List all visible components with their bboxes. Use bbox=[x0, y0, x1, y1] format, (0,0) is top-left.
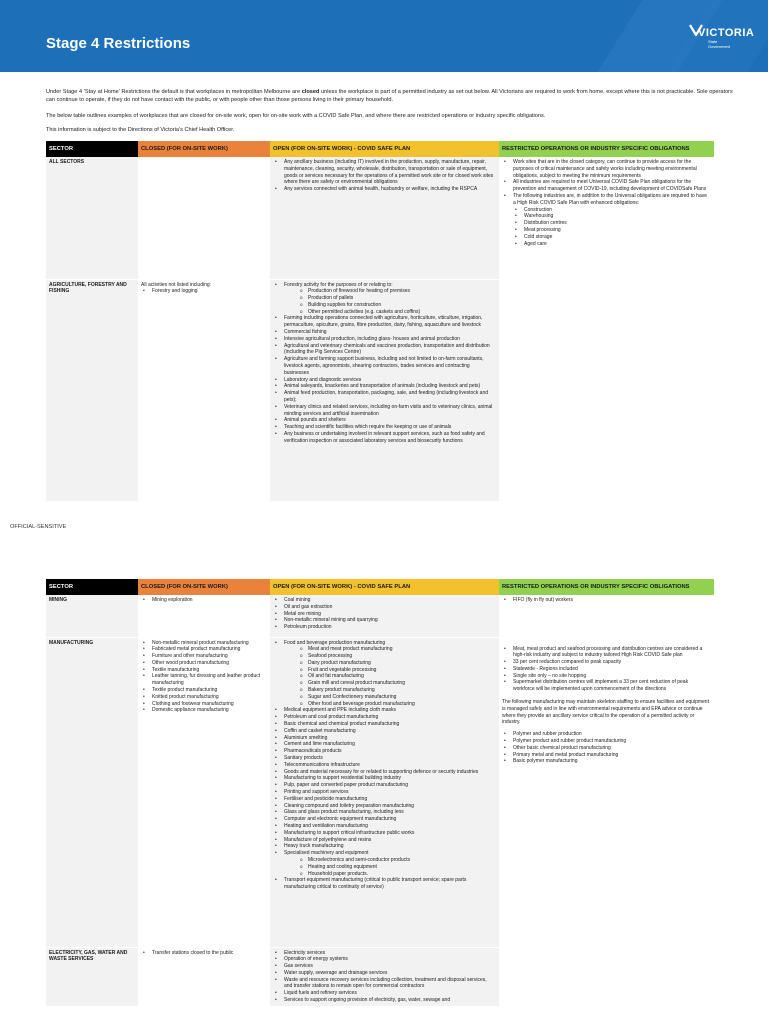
page-title: Stage 4 Restrictions bbox=[46, 35, 191, 52]
list-item: • Cold storage bbox=[513, 234, 711, 241]
sub-list-item: o Dairy product manufacturing bbox=[284, 660, 496, 667]
table-row-manufacturing bbox=[46, 637, 714, 947]
restricted-cell bbox=[499, 279, 714, 501]
list-item: • Distribution centres bbox=[513, 220, 711, 227]
list-item: • Meat, meat product and seafood processing and distribution centres are considered a high-risk industry and subject to industry tailored High Risk COVID Safe plan bbox=[502, 646, 711, 660]
sector-name: ELECTRICITY, GAS, WATER AND WASTE SERVICES bbox=[46, 947, 138, 1006]
list-item: • Mining exploration bbox=[141, 597, 267, 604]
table-row-agriculture bbox=[46, 279, 714, 501]
list-item: • Polymer and rubber production bbox=[502, 731, 711, 738]
header-open: OPEN (FOR ON-SITE WORK) - COVID SAFE PLAN bbox=[270, 579, 499, 595]
table-row-mining bbox=[46, 595, 714, 637]
list-item: • Any ancillary business (including IT) involved in the production, supply, manufacture, repair, maintenance, cleaning, security, wholesale, distribution, transportation or sale of equipment, goods or services necessary for the operations of a permitted work site or for closed work sites where there are safety or environmental obligations bbox=[273, 159, 496, 186]
list-item: • Domestic appliance manufacturing bbox=[141, 707, 267, 714]
list-item: • Food and beverage production manufacturing o Meat and meat product manufacturing o Seafood processing o Dairy product manufacturing o Fruit and vegetable processing o Oil and fat manufacturing o Grain mill and cereal product manufacturing o Bakery product manufacturing o Sugar and Confectionery manufacturing o Other food and beverage product manufacturing bbox=[273, 640, 496, 708]
list-item: • Any business or undertaking involved in relevant support services, such as food safety and verification inspection or associated laboratory services and biosecurity functions bbox=[273, 431, 496, 445]
list-item: • Oil and gas extraction bbox=[273, 604, 496, 611]
list-item: • Sanitary products bbox=[273, 755, 496, 762]
sub-list-item: o Other food and beverage product manufacturing bbox=[284, 701, 496, 708]
restricted-cell bbox=[499, 947, 714, 1006]
list-item: • Animal saleyards, knackeries and transportation of animals (including livestock and pets) bbox=[273, 383, 496, 390]
list-item: • Cement and lime manufacturing bbox=[273, 741, 496, 748]
list-item: • Construction bbox=[513, 207, 711, 214]
sector-name: MINING bbox=[46, 595, 138, 637]
list-item: • The following industries are, in addition to the Universal obligations are required to have a High Risk COVID Safe Plan with enhanced obligations: • Construction • Warehousing • Distribution centres • Meat processing • Cold storage • Aged care bbox=[502, 193, 711, 247]
intro-paragraph-2: The below table outlines examples of workplaces that are closed for on-site work, open for on-site work with a COVID Safe Plan, and where there are restricted operations or industry specific obligations. bbox=[46, 113, 546, 119]
list-item: • Waste and resource recovery services including collection, treatment and disposal services, and transfer stations to remain open for commercial contractors bbox=[273, 977, 496, 991]
sub-list-item: o Grain mill and cereal product manufacturing bbox=[284, 680, 496, 687]
list-item: • Agricultural and veterinary chemicals and vaccines production, transportation and distribution (including the Pig Services Centre) bbox=[273, 343, 496, 357]
sector-name: AGRICULTURE, FORESTRY AND FISHING bbox=[46, 279, 138, 501]
sub-list-item: o Production of firewood for heating of premises bbox=[284, 288, 496, 295]
list-item: • Clothing and footwear manufacturing bbox=[141, 701, 267, 708]
header-sector: SECTOR bbox=[46, 579, 138, 595]
sub-list-item: o Heating and cooling equipment bbox=[284, 864, 496, 871]
victoria-government-logo bbox=[698, 28, 754, 58]
sub-list-item: o Sugar and Confectionery manufacturing bbox=[284, 694, 496, 701]
sub-list-item: o Oil and fat manufacturing bbox=[284, 673, 496, 680]
classification-label: OFFICIAL-SENSITIVE bbox=[10, 524, 67, 530]
header-closed: CLOSED (FOR ON-SITE WORK) bbox=[138, 579, 270, 595]
sub-list-item: o Microelectronics and semi-conductor products bbox=[284, 857, 496, 864]
list-item: • Gas services bbox=[273, 963, 496, 970]
list-item: • Forestry activity for the purposes of or relating to: o Production of firewood for heating of premises o Production of pallets o Building supplies for construction o Other permitted activities (e.g. caskets and coffins) bbox=[273, 282, 496, 316]
list-item: • Non-metallic mineral mining and quarrying bbox=[273, 617, 496, 624]
table-header-row bbox=[46, 141, 714, 157]
list-item: • Electricity services bbox=[273, 950, 496, 957]
header-restricted: RESTRICTED OPERATIONS OR INDUSTRY SPECIFIC OBLIGATIONS bbox=[499, 579, 714, 595]
list-item: • Heating and ventilation manufacturing bbox=[273, 823, 496, 830]
closed-cell bbox=[138, 157, 270, 279]
list-item: • Other basic chemical product manufacturing bbox=[502, 745, 711, 752]
list-item: • Water supply, sewerage and drainage services bbox=[273, 970, 496, 977]
table-header-row bbox=[46, 579, 714, 595]
list-item: • Commercial fishing bbox=[273, 329, 496, 336]
list-item: • Agriculture and farming support business, including and not limited to on-farm consultants, livestock agents, agronomists, shearing contractors, trades services and contracting businesses bbox=[273, 356, 496, 376]
list-item: • Aluminium smelting bbox=[273, 735, 496, 742]
list-item: • Manufacture of polyethylene and resins bbox=[273, 837, 496, 844]
list-item: • Single site only – no site hopping bbox=[502, 673, 711, 680]
open-cell bbox=[270, 637, 499, 947]
list-item: • Laboratory and diagnostic services bbox=[273, 377, 496, 384]
list-item: • Non-metallic mineral product manufacturing bbox=[141, 640, 267, 647]
list-item: • Liquid fuels and refinery services bbox=[273, 990, 496, 997]
list-item: • Primary metal and metal product manufacturing bbox=[502, 752, 711, 759]
list-item: • Manufacturing to support critical infrastructure public works bbox=[273, 830, 496, 837]
list-item: • Manufacturing to support residential building industry bbox=[273, 775, 496, 782]
header-banner bbox=[0, 0, 768, 72]
logo-wordmark: VICTORIA bbox=[698, 27, 755, 39]
list-item: • Operation of energy systems bbox=[273, 956, 496, 963]
open-cell bbox=[270, 279, 499, 501]
sub-list-item: o Bakery product manufacturing bbox=[284, 687, 496, 694]
list-item: • Veterinary clinics and related services, including on-farm visits and to veterinary clinics, animal minding services and artificial insemination bbox=[273, 404, 496, 418]
list-item: • Fabricated metal product manufacturing bbox=[141, 646, 267, 653]
list-item: • Transport equipment manufacturing (critical to public transport service; spare parts manufacturing critical to continuity of service) bbox=[273, 877, 496, 891]
list-item: • Coal mining bbox=[273, 597, 496, 604]
open-cell bbox=[270, 157, 499, 279]
list-item: • Other wood product manufacturing bbox=[141, 660, 267, 667]
list-item: • Animal feed production, transportation, packaging, sale, and feeding (including livestock and pets); bbox=[273, 390, 496, 404]
restricted-cell bbox=[499, 157, 714, 279]
list-item: • Printing and support services bbox=[273, 789, 496, 796]
list-item: • Polymer product and rubber product manufacturing bbox=[502, 738, 711, 745]
closed-emphasis: closed bbox=[301, 89, 320, 95]
list-item: • Knitted product manufacturing bbox=[141, 694, 267, 701]
list-item: • Leather tanning, fur dressing and leather product manufacturing bbox=[141, 673, 267, 687]
list-item: • FIFO (fly in fly out) workers bbox=[502, 597, 711, 604]
list-item: • Goods and material necessary for or related to supporting defence or security industries bbox=[273, 769, 496, 776]
list-item: • Teaching and scientific facilities which require the keeping or use of animals bbox=[273, 424, 496, 431]
header-restricted: RESTRICTED OPERATIONS OR INDUSTRY SPECIFIC OBLIGATIONS bbox=[499, 141, 714, 157]
sub-list-item: o Building supplies for construction bbox=[284, 302, 496, 309]
list-item: • Medical equipment and PPE including cloth masks bbox=[273, 707, 496, 714]
list-item: • Farming including operations connected with agriculture, horticulture, viticulture, irrigation, permaculture, apiculture, grains, fibre production, dairy, fishing, aquaculture and livestock bbox=[273, 315, 496, 329]
list-item: • Work sites that are in the closed category, can continue to provide access for the purposes of critical maintenance and safety works including meeting environmental obligations, subject to meeting the minimum requirements bbox=[502, 159, 711, 179]
list-item: • Intensive agricultural production, including glass- houses and animal production bbox=[273, 336, 496, 343]
list-item: • Fertiliser and pesticide manufacturing bbox=[273, 796, 496, 803]
closed-cell bbox=[138, 279, 270, 501]
list-item: • Computer and electronic equipment manufacturing bbox=[273, 816, 496, 823]
sub-list-item: o Fruit and vegetable processing bbox=[284, 667, 496, 674]
intro-paragraph-1: Under Stage 4 ‘Stay at Home’ Restrictions the default is that workplaces in metropolitan Melbourne are closed unless the workplace is part of a permitted industry as set out below. All Victorians are required to work from home, except where this is not practicable. Sole operators can continue to operate, if they do not have contact with the public, or with people other than those persons living in their primary household. bbox=[46, 89, 733, 103]
header-closed: CLOSED (FOR ON-SITE WORK) bbox=[138, 141, 270, 157]
list-item: • Petroleum and coal product manufacturing bbox=[273, 714, 496, 721]
closed-cell bbox=[138, 637, 270, 947]
sub-list-item: o Other permitted activities (e.g. caskets and coffins) bbox=[284, 309, 496, 316]
sector-name: ALL SECTORS bbox=[46, 157, 138, 279]
restrictions-table-1 bbox=[46, 141, 714, 502]
list-item: • Animal pounds and shelters bbox=[273, 417, 496, 424]
list-item: • Aged care bbox=[513, 241, 711, 248]
list-item: • Petroleum production bbox=[273, 624, 496, 631]
victoria-v-mark-icon bbox=[689, 24, 703, 36]
list-item: • Forestry and logging bbox=[141, 288, 267, 295]
list-item: • Supermarket distribution centres will implement a 33 per cent reduction of peak workforce will be implemented upon commencement of the directions bbox=[502, 679, 711, 693]
list-item: • Transfer stations closed to the public bbox=[141, 950, 267, 957]
sub-list-item: o Seafood processing bbox=[284, 653, 496, 660]
logo-sub-1: State bbox=[708, 39, 718, 44]
list-item: • Textile manufacturing bbox=[141, 667, 267, 674]
restricted-paragraph: The following manufacturing may maintain skeleton staffing to ensure facilities and equipment is managed safely and in line with environmental requirements and EPA advice or continue where they provide an ancillary service critical to the operation of a permitted activity or industry. bbox=[502, 699, 709, 726]
list-item: • Glass and glass product manufacturing, including lens bbox=[273, 809, 496, 816]
list-item: • Pharmaceuticals products bbox=[273, 748, 496, 755]
list-item: • Meat processing bbox=[513, 227, 711, 234]
restricted-cell bbox=[499, 637, 714, 947]
list-item: • Metal ore mining bbox=[273, 611, 496, 618]
header-open: OPEN (FOR ON-SITE WORK) - COVID SAFE PLAN bbox=[270, 141, 499, 157]
logo-sub-2: Government bbox=[708, 44, 731, 49]
list-item: • Statewide - Regions included bbox=[502, 666, 711, 673]
list-item: • Any services connected with animal health, husbandry or welfare, including the RSPCA bbox=[273, 186, 496, 193]
header-sector: SECTOR bbox=[46, 141, 138, 157]
list-item: • All industries are required to meet Universal COVID Safe Plan obligations for the prevention and management of COVID-19, including development of COVIDSafe Plans bbox=[502, 179, 711, 193]
list-item: • Coffin and casket manufacturing bbox=[273, 728, 496, 735]
list-item: • Telecommunications infrastructure bbox=[273, 762, 496, 769]
list-item: • Basic polymer manufacturing bbox=[502, 758, 711, 765]
closed-intro: All activities not listed including: bbox=[141, 281, 212, 288]
list-item: • Furniture and other manufacturing bbox=[141, 653, 267, 660]
list-item: • Heavy truck manufacturing bbox=[273, 843, 496, 850]
list-item: • Specialised machinery and equipment o Microelectronics and semi-conductor products o Heating and cooling equipment o Household paper products. bbox=[273, 850, 496, 877]
open-cell bbox=[270, 595, 499, 637]
list-item: • Pulp, paper and converted paper product manufacturing bbox=[273, 782, 496, 789]
list-item: • 33 per cent reduction compared to peak capacity bbox=[502, 659, 711, 666]
list-item: • Services to support ongoing provision of electricity, gas, water, sewage and bbox=[273, 997, 496, 1004]
sub-list-item: o Meat and meat product manufacturing bbox=[284, 646, 496, 653]
list-item: • Textile product manufacturing bbox=[141, 687, 267, 694]
table-row-electricity bbox=[46, 947, 714, 1006]
sector-name: MANUFACTURING bbox=[46, 637, 138, 947]
restricted-cell bbox=[499, 595, 714, 637]
sub-list-item: o Household paper products. bbox=[284, 871, 496, 878]
restrictions-table-2 bbox=[46, 579, 714, 1007]
list-item: • Cleaning compound and toiletry preparation manufacturing bbox=[273, 803, 496, 810]
closed-cell bbox=[138, 595, 270, 637]
open-cell bbox=[270, 947, 499, 1006]
list-item: • Basic chemical and chemical product manufacturing bbox=[273, 721, 496, 728]
sub-list-item: o Production of pallets bbox=[284, 295, 496, 302]
closed-cell bbox=[138, 947, 270, 1006]
list-item: • Warehousing bbox=[513, 213, 711, 220]
intro-paragraph-3: This information is subject to the Directions of Victoria’s Chief Health Officer. bbox=[46, 127, 235, 133]
table-row-all-sectors bbox=[46, 157, 714, 279]
